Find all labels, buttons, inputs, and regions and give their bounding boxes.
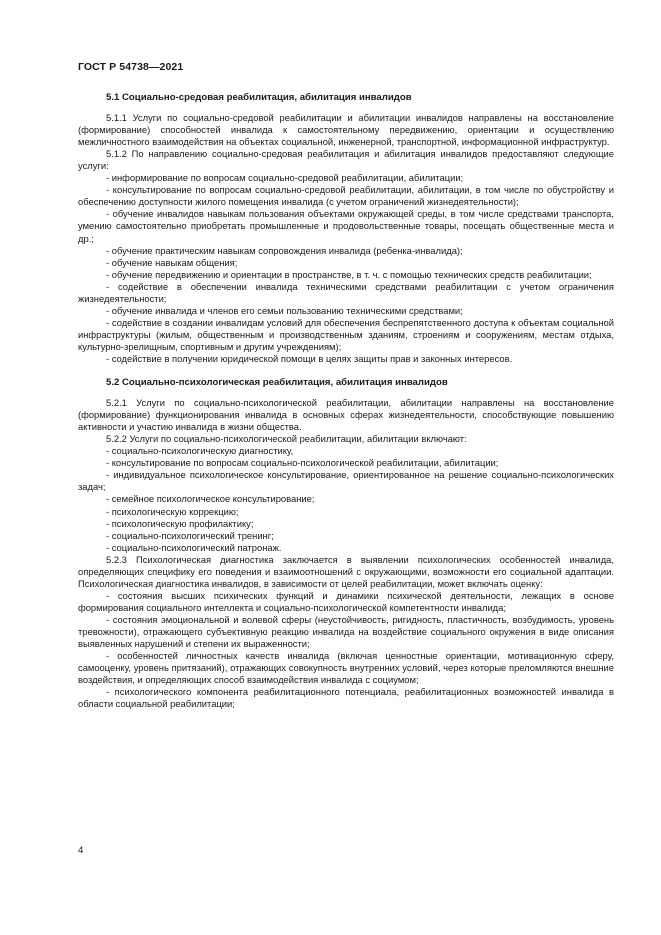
section-2: [78, 377, 614, 710]
list-item: - информирование по вопросам социально-средовой реабилитации, абилитации;: [106, 172, 464, 184]
list-item: - индивидуальное психологическое консультирование, ориентированное на решение социально-психологических задач;: [78, 469, 614, 493]
list-item: - психологическую профилактику;: [106, 517, 254, 529]
list-item: - обучение инвалидов навыкам пользования объектами окружающей среды, в том числе средствами транспорта, умению самостоятельно приобретать промышленные и продовольственные товары, посещать общественные места и др.;: [78, 208, 614, 244]
list-item: - состояния высших психических функций и динамики психической деятельности, лежащих в основе формирования социального интеллекта и социально-психологической компетентности инвалида;: [78, 589, 614, 613]
list-item: - консультирование по вопросам социально-средовой реабилитации, абилитации, в том числе по обустройству и обеспечению доступности жилого помещения инвалида (с учетом ограничений жизнедеятельности);: [78, 184, 614, 208]
list-item: - обучение передвижению и ориентации в пространстве, в т. ч. с помощью технических средств реабилитации;: [106, 268, 592, 280]
list-item: - психологического компонента реабилитационного потенциала, реабилитационных возможностей инвалида в области социальной реабилитации;: [78, 686, 614, 710]
list-item: - социально-психологический патронаж.: [106, 541, 282, 553]
list-item: - содействие в обеспечении инвалида техническими средствами реабилитации с учетом ограничения жизнедеятельности;: [78, 280, 614, 304]
list-item: - особенностей личностных качеств инвалида (включая ценностные ориентации, мотивационную сферу, самооценку, уровень притязаний), отражающих совокупность внутренних условий, через которые преломляются внешние воздействия, и определяющих способ взаимодействия инвалида с социумом;: [78, 650, 614, 686]
document-header: ГОСТ Р 54738—2021: [78, 61, 184, 73]
list-item: - семейное психологическое консультирование;: [106, 493, 315, 505]
paragraph: 5.1.2 По направлению социально-средовая реабилитация и абилитация инвалидов предоставляют следующие услуги:: [78, 148, 614, 172]
paragraph: 5.2.3 Психологическая диагностика заключается в выявлении психологических особенностей инвалида, определяющих специфику его поведения и взаимоотношений с окружающими, возможности его социальной адаптации. Психологическая диагностика инвалидов, в зависимости от целей реабилитации, может включать оценку:: [78, 553, 614, 589]
list-item: - психологическую коррекцию;: [106, 505, 239, 517]
list-item: - обучение инвалида и членов его семьи пользованию техническими средствами;: [106, 304, 463, 316]
list-item: - обучение навыкам общения;: [106, 256, 238, 268]
list-item: - обучение практическим навыкам сопровождения инвалида (ребенка-инвалида);: [106, 244, 463, 256]
section-heading: 5.1 Социально-средовая реабилитация, абилитация инвалидов: [106, 92, 412, 103]
paragraph: 5.2.2 Услуги по социально-психологической реабилитации, абилитации включают:: [106, 433, 467, 445]
list-item: - состояния эмоциональной и волевой сферы (неустойчивость, ригидность, пластичность, возбудимость, уровень тревожности), отражающего субъективную реакцию инвалида на воздействие социального окружения в виде описания выявленных нарушений и степени их выраженности;: [78, 613, 614, 650]
list-item: - содействие в создании инвалидам условий для обеспечения беспрепятственного доступа к объектам социальной инфраструктуры (жилым, общественным и производственным зданиям, строениям и сооружениям, местам отдыха, культурно-зрелищным, спортивным и другим учреждениям);: [78, 316, 614, 352]
list-item: - консультирование по вопросам социально-психологической реабилитации, абилитации;: [106, 457, 499, 469]
document-body: [78, 92, 614, 722]
list-item: - социально-психологическую диагностику,: [106, 445, 294, 457]
paragraph: 5.2.1 Услуги по социально-психологической реабилитации, абилитации направлены на восстановление (формирование) функционирования инвалида в основных сферах жизнедеятельности, способствующие повышению активности и участию инвалида в жизни общества.: [78, 397, 614, 433]
paragraph: 5.1.1 Услуги по социально-средовой реабилитации и абилитации инвалидов направлены на восстановление (формирование) способностей инвалида к самостоятельному передвижению, ориентации и осуществлению межличностного взаимодействия на объектах социальной, инженерной, транспортной, информационной инфраструктур.: [78, 112, 614, 148]
section-heading: 5.2 Социально-психологическая реабилитация, абилитация инвалидов: [106, 377, 448, 389]
list-item: - социально-психологический тренинг;: [106, 529, 274, 541]
section-1: [78, 92, 614, 365]
list-item: - содействие в получении юридической помощи в целях защиты прав и законных интересов.: [106, 352, 513, 364]
page-number: 4: [78, 845, 84, 856]
